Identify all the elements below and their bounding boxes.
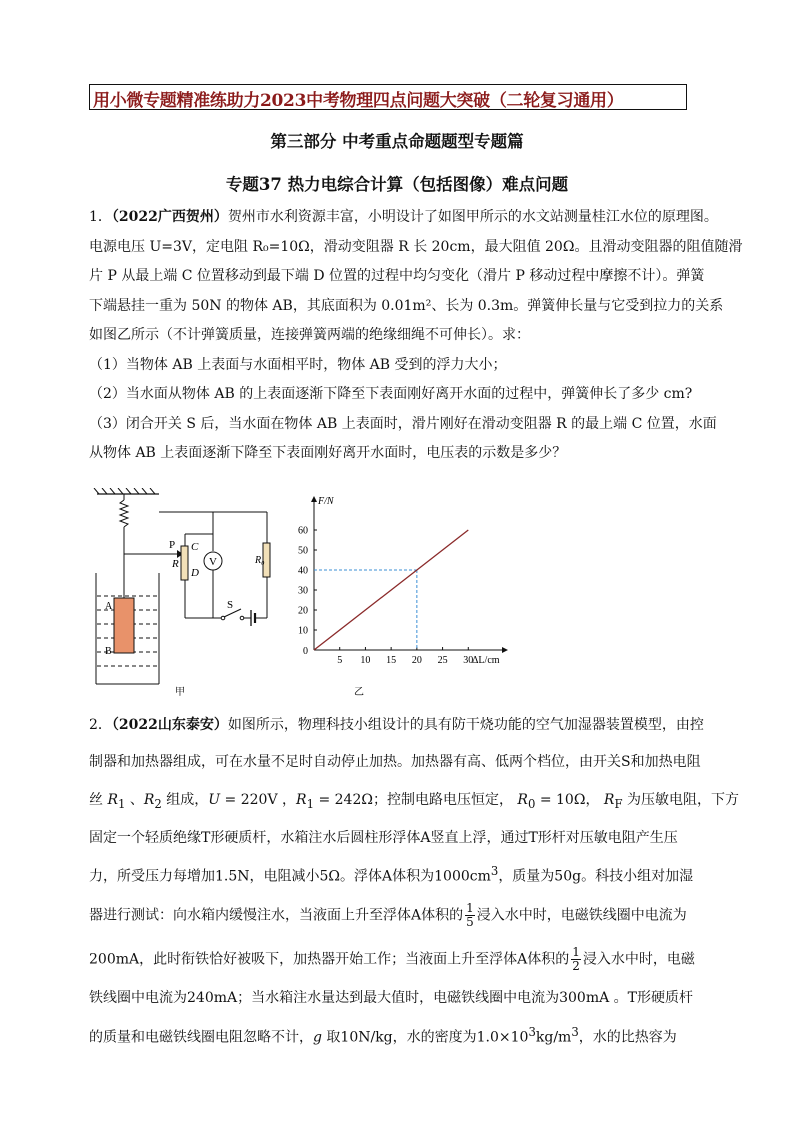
q1-line-2: 电源电压 U=3V，定电阻 R₀=10Ω，滑动变阻器 R 长 20cm，最大阻值 20Ω。且滑动变阻器的阻值随滑 (89, 238, 743, 255)
y-axis-arrow (311, 496, 317, 502)
q1-part-3-cont: 从物体 AB 上表面逐渐下降至下表面刚好离开水面时，电压表的示数是多少？ (89, 445, 567, 461)
question-1 (89, 203, 743, 469)
q1-text: 贺州市水利资源丰富，小明设计了如图甲所示的水文站测量桂江水位的原理图。 (227, 209, 718, 225)
figure-jia-caption: 甲 (175, 687, 185, 698)
circuit-diagram (89, 488, 289, 698)
y-tick-label: 20 (298, 605, 308, 617)
q2-source: （2022山东泰安） (111, 717, 228, 733)
x-tick-label: 5 (337, 655, 343, 666)
force-extension-chart (290, 490, 510, 700)
voltmeter-label: V (209, 556, 217, 568)
q2-line-3: 丝 $R_1$ 、$R_2$ 组成，U = 220V ，$R_1 = 242\Omega$；控制电路电压恒定， $R_0 = 10\Omega$， $R_F$ 为压敏电阻，下方 (89, 792, 739, 811)
x-tick-label: 20 (411, 655, 422, 666)
q2-line-8: 铁线圈中电流为240mA；当水箱注水量达到最大值时，电磁铁线圈中电流为300mA 。T形硬质杆 (89, 990, 694, 1006)
part-heading: 第三部分 中考重点命题题型专题篇 (270, 132, 524, 151)
q2-text-1: 如图所示，物理科技小组设计的具有防干烧功能的空气加湿器装置模型，由控 (227, 717, 704, 733)
x-tick-label: 25 (437, 655, 448, 666)
x-tick-label: 10 (360, 655, 371, 666)
q2-line-6: 器进行测试：向水箱内缓慢注水，当液面上升至浮体A体积的 $\frac{1}{5}$ 浸入水中时，电磁铁线圈中电流为 (89, 901, 687, 929)
switch-label: S (227, 599, 234, 611)
slider-label: P (169, 539, 176, 551)
header-title: 用小微专题精准练助力2023中考物理四点问题大突破（二轮复习通用） (93, 91, 624, 111)
x-axis-label: ΔL/cm (472, 655, 500, 666)
r0-label: R₀ (255, 555, 265, 566)
y-tick-label: 50 (298, 545, 308, 557)
point-c-label: C (191, 541, 199, 553)
x-axis-arrow (502, 647, 508, 653)
q1-part-2: （2）当水面从物体 AB 的上表面逐渐下降至下表面刚好离开水面的过程中，弹簧伸长了多少 cm? (89, 386, 693, 402)
block-top-label: A (105, 601, 113, 612)
origin-label: 0 (303, 646, 308, 657)
q1-part-3: （3）闭合开关 S 后，当水面在物体 AB 上表面时，滑片刚好在滑动变阻器 R 的最上端 C 位置，水面 (89, 415, 717, 432)
q2-line-4: 固定一个轻质绝缘T形硬质杆，水箱注水后圆柱形浮体A竖直上浮，通过T形杆对压敏电阻产生压 (89, 830, 678, 846)
y-tick-label: 30 (298, 585, 308, 597)
q2-line-5: 力，所受压力每增加1.5N，电阻减小5Ω。浮体A体积为$1000cm^3$，质量为50g。科技小组对加湿 (89, 864, 694, 885)
point-d-label: D (191, 567, 199, 579)
figure-yi-caption: 乙 (354, 687, 364, 698)
series-line (314, 530, 468, 650)
q1-line-4: 下端悬挂一重为 50N 的物体 AB，其底面积为 0.01m²、长为 0.3m。弹簧伸长量与它受到拉力的关系 (89, 297, 724, 314)
q1-line-3: 片 P 从最上端 C 位置移动到最下端 D 位置的过程中均匀变化（滑片 P 移动过程中摩擦不计）。弹簧 (89, 268, 705, 284)
y-tick-label: 40 (298, 565, 308, 577)
q1-number: 1． (89, 209, 112, 225)
fraction-one-half: $\frac{1}{2}$ (572, 945, 580, 973)
q1-source: （2022广西贺州） (111, 209, 228, 225)
q2-line-2: 制器和加热器组成，可在水量不足时自动停止加热。加热器有高、低两个档位，由开关S和加热电阻 (89, 754, 701, 770)
y-axis-label: F/N (318, 496, 334, 507)
q2-line-1: 2．（2022山东泰安）如图所示，物理科技小组设计的具有防干烧功能的空气加湿器装置模型，由控 (89, 717, 704, 733)
y-tick-label: 60 (298, 525, 308, 537)
y-tick-label: 10 (298, 625, 308, 637)
q2-line-9: 的质量和电磁铁线圈电阻忽略不计，g 取10N/kg，水的密度为$1.0\times 10^3kg/m^3$，水的比热容为 (89, 1025, 677, 1046)
fraction-one-fifth: $\frac{1}{5}$ (466, 901, 474, 929)
q2-line-7: 200mA，此时衔铁恰好被吸下，加热器开始工作；当液面上升至浮体A体积的 $\frac{1}{2}$ 浸入水中时，电磁 (89, 945, 695, 973)
q1-line-1 (89, 203, 718, 233)
q1-part-1: （1）当物体 AB 上表面与水面相平时，物体 AB 受到的浮力大小； (89, 356, 507, 373)
q1-line-5: 如图乙所示（不计弹簧质量，连接弹簧两端的绝缘细绳不可伸长）。求： (89, 327, 530, 343)
x-tick-label: 15 (386, 655, 397, 666)
rheostat-label: R (172, 558, 179, 570)
block-bottom-label: B (105, 646, 112, 657)
topic-heading: 专题37 热力电综合计算（包括图像）难点问题 (225, 175, 569, 194)
x-tick-label: 30 (463, 655, 474, 666)
